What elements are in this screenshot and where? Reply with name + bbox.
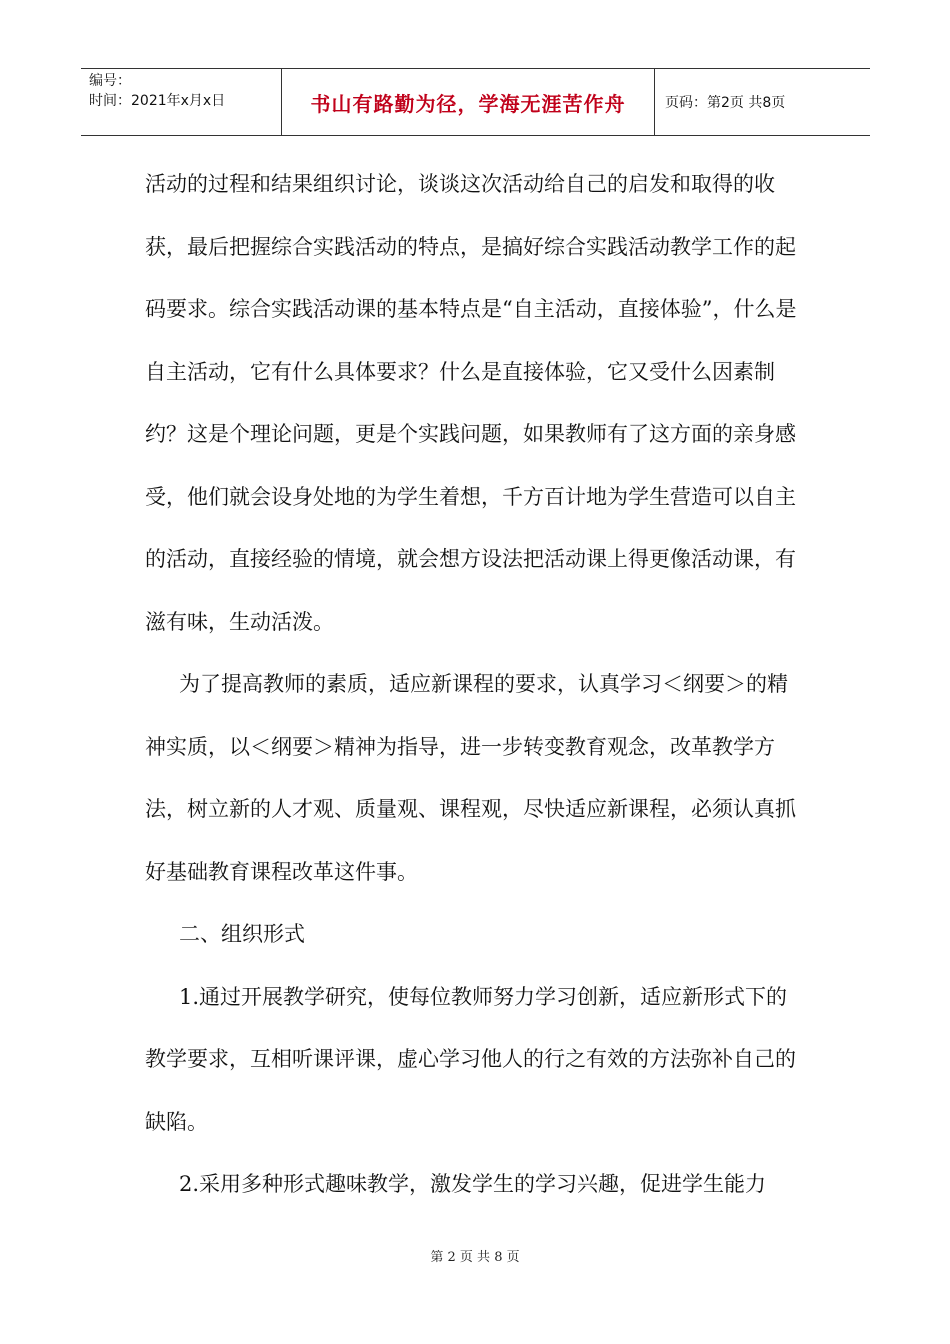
document-number-label: 编号： [89,73,131,89]
body-paragraph: 活动的过程和结果组织讨论，谈谈这次活动给自己的启发和取得的收获，最后把握综合实践活动的特点，是搞好综合实践活动教学工作的起码要求。综合实践活动课的基本特点是“自主活动，直接体验”，什么是自主活动，它有什么具体要求？什么是直接体验，它又受什么因素制约？这是个理论问题，更是个实践问题，如果教师有了这方面的亲身感受，他们就会设身处地的为学生着想，千方百计地为学生营造可以自主的活动，直接经验的情境，就会想方设法把活动课上得更像活动课，有滋有味，生动活泼。 [145,172,797,634]
document-date: 时间：2021年x月x日 [89,93,226,109]
document-body [145,153,807,1216]
page-footer: 第 2 页 共 8 页 [430,1250,520,1265]
header-page-info: 页码：第2页 共8页 [665,95,786,111]
header-motto: 书山有路勤为径，学海无涯苦作舟 [282,69,655,135]
page-header [81,68,870,136]
body-paragraph: 1.通过开展教学研究，使每位教师努力学习创新，适应新形式下的教学要求，互相听课评课，虚心学习他人的行之有效的方法弥补自己的缺陷。 [145,984,796,1134]
header-meta [81,69,282,135]
body-paragraph: 为了提高教师的素质，适应新课程的要求，认真学习＜纲要＞的精神实质，以＜纲要＞精神为指导，进一步转变教育观念，改革教学方法，树立新的人才观、质量观、课程观，尽快适应新课程，必须认真抓好基础教育课程改革这件事。 [145,672,796,884]
body-paragraph: 2.采用多种形式趣味教学，激发学生的学习兴趣，促进学生能力 [179,1172,767,1196]
section-heading: 二、组织形式 [179,922,305,946]
